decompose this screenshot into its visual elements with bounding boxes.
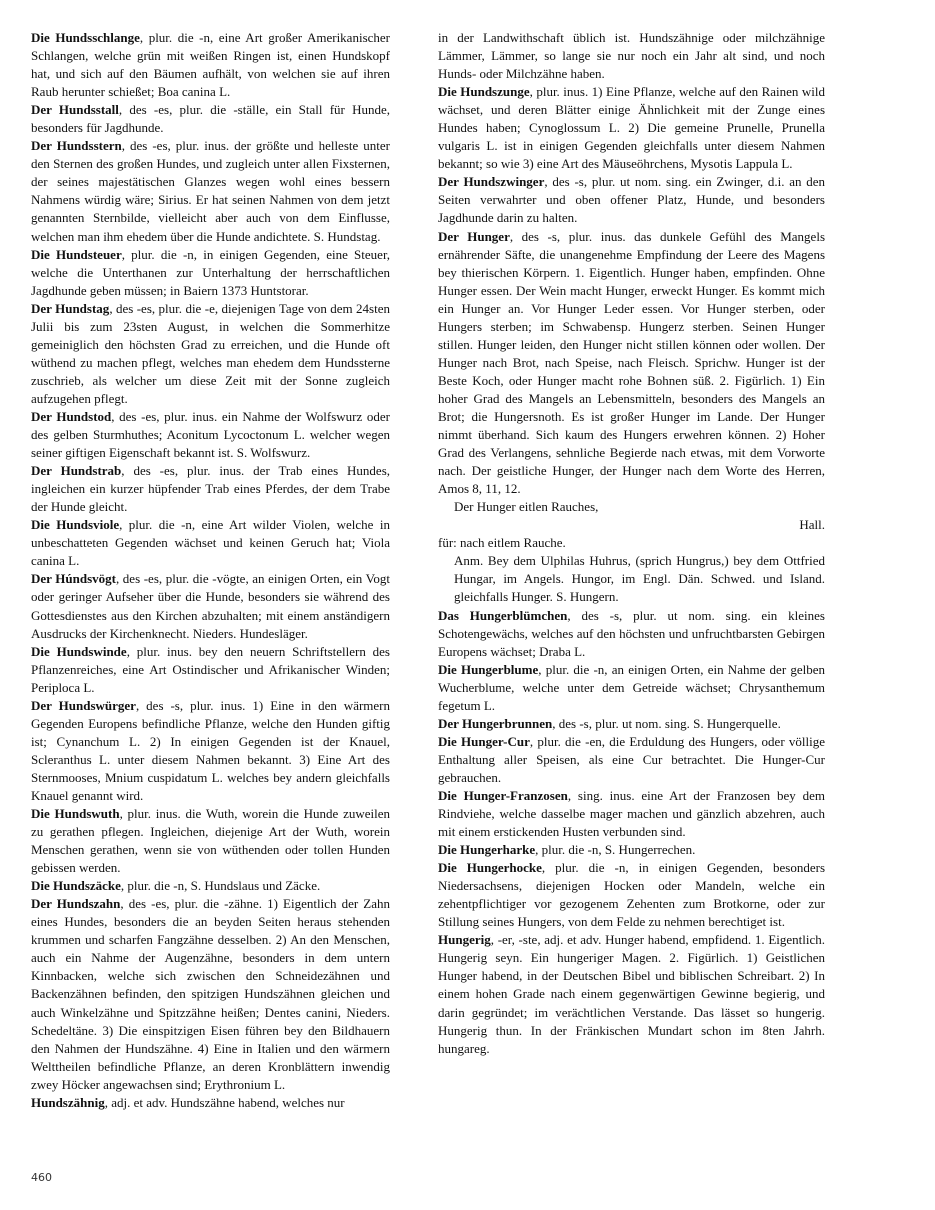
entry-definition: , plur. die -n, eine Art großer Amerikanischer Schlangen, welche grün mit weißen Ringen ist, einen Hundskopf hat, und sich auf den Bäumen aufhält, von welchen sie auf ihren Raub herunter schießet; Boa canina L. — [31, 30, 390, 100]
dictionary-entry — [31, 877, 390, 895]
entry-definition: , plur. die -n, an einigen Orten, ein Nahme der gelben Wucherblume, welche unter dem Getreide wächset; Chrysanthemum fegetum L. — [438, 661, 825, 713]
dictionary-entry — [31, 895, 390, 1094]
entry-definition: , des -es, plur. inus. der größte und helleste unter den Sternen des großen Hundes, und zugleich unter allen Fixsternen, der seines majestätischen Glanzes wegen wohl eines bessern Nahmens würdig wäre; Sirius. Er hat seinen Nahmen von dem jetzt genannten Sternbilde, vielleicht aber auch von dem Einflusse, welchen man ihm ehedem über die Hunde andichtete. S. Hundstag. — [31, 138, 390, 244]
entry-headword: Die Hunger-Cur — [438, 733, 530, 749]
entry-headword: Die Hungerharke — [438, 842, 536, 858]
entry-definition: , des -s, plur. inus. 1) Eine in den wärmern Gegenden Europens befindliche Pflanze, welche den Hunden giftig ist; Cynanchum L. 2) In einigen Gegenden ist der Knauel, Scleranthus L. unter diesem Nahmen bekannt. 3) Eine Art des Sternmooses, Mnium cuspidatum L. welches bey andern gleichfalls Knauel genannt wird. — [31, 697, 391, 803]
entry-definition: , des -es, plur. die -e, diejenigen Tage von dem 24sten Julii bis zum 23sten August, in welchen die Sommerhitze gemeiniglich den höchsten Grad zu erreichen, und die Hunde oft wüthend zu machen pflegt, welches man ehedem dem Hundssterne zuschrieb, als welcher um diese Zeit mit der Sonne zugleich aufzugehen pflegt. — [31, 300, 391, 406]
entry-headword: Die Hundswinde — [31, 643, 127, 659]
entry-headword: Hungerig — [438, 932, 491, 948]
dictionary-entry — [31, 408, 390, 462]
entry-definition: , des -s, plur. inus. das dunkele Gefühl des Mangels ernährender Säfte, die unangenehme Empfindung der Leere des Magens bey thierischen Körpern. 1. Eigentlich. Hunger haben, empfinden. Ohne Hunger essen. Der Wein macht Hunger, erweckt Hunger. Es kommt mich ein Hunger an. Vor Hunger Leder essen. Vor Hunger sterben, oder Hungers sterben; im Schwabensp. Hungerz sterben. Seinen Hunger stillen. Hunger leiden, den Hunger nicht stillen können oder wollen. Der Hunger nach Brot, nach Speise, nach Fleisch. Sprichw. Hunger ist der Beste Koch, oder Hunger macht rohe Bohnen süß. 2. Figürlich. 1) Ein hoher Grad des Mangels an Lebensmitteln, besonders des Mangels an Brot; die Hungersnoth. Es ist großer Hunger im Lande. Der Hunger nimmt überhand. Sich kaum des Hungers erwehren können. 2) Hoher Grad des Verlangens, sehnliche Begierde nach etwas, mit dem Vorworte nach. Der geistliche Hunger, der Hunger nach dem Worte des Herren, Amos 8, 11, 12. — [438, 228, 826, 497]
entry-headword: Der Hundstag — [31, 300, 110, 316]
dictionary-entry — [31, 1094, 390, 1112]
entry-definition: , des -es, plur. die -ställe, ein Stall für Hunde, besonders für Jagdhunde. — [31, 102, 390, 136]
entry-definition: , des -es, plur. die -zähne. 1) Eigentlich der Zahn eines Hundes, besonders die an beyden Seiten heraus stehenden krummen und scharfen Fangzähne desselben. 2) An den Menschen, auch ein Nahme der Augenzähne, besonders in dem untern Kinnbacken, welche sich zwischen den Schneidezähnen und Backenzähnen befinden, den spitzigen Hundszähnen gleichen und auch Winkelzähne und Spitzzähne heißen; Dentes canini, Nieders. Schedeltäne. 3) Die einspitzigen Eisen führen bey den Bildhauern den Nahmen der Hundszähne. 4) Eine in Italien und den wärmern Welttheilen befindliche Pflanze, an deren Kronblättern inwendig zwey Höcker angewachsen sind; Erythronium L. — [31, 896, 390, 1092]
entry-headword: Der Hundstrab — [31, 463, 122, 479]
entry-definition: , plur. die -en, die Erduldung des Hungers, oder völlige Enthaltung aller Speisen, als eine Cur betrachtet. Die Hunger-Cur gebrauchen. — [438, 733, 825, 785]
dictionary-entry — [31, 300, 390, 408]
dictionary-entry — [438, 715, 825, 733]
entry-headword: Der Hundszahn — [31, 896, 121, 912]
dictionary-entry — [31, 462, 390, 516]
dictionary-entry — [438, 931, 825, 1057]
entry-definition: , plur. inus. bey den neuern Schriftstellern des Pflanzenreiches, eine Art Ostindischer und Afrikanischer Winden; Periploca L. — [31, 643, 390, 695]
dictionary-entry — [31, 805, 390, 877]
dictionary-entry — [438, 733, 825, 787]
entry-headword: Die Hungerhocke — [438, 860, 542, 876]
entry-definition: , des -es, plur. inus. der Trab eines Hundes, ingleichen ein kurzer hüpfender Trab eines Pferdes, der dem Trabe der Hunde gleicht. — [31, 463, 390, 515]
dictionary-entry — [438, 29, 825, 83]
dictionary-entry — [31, 697, 390, 805]
left-column — [31, 29, 390, 1112]
dictionary-entry — [438, 859, 825, 931]
dictionary-entry — [31, 29, 390, 101]
page-number: 460 — [31, 1171, 52, 1184]
entry-definition: Der Hunger eitlen Rauches, — [454, 499, 599, 515]
dictionary-entry — [31, 570, 390, 642]
entry-headword: Die Hundswuth — [31, 806, 120, 822]
dictionary-entry — [438, 83, 825, 173]
entry-definition: , plur. die -n, in einigen Gegenden, besonders Niedersachsens, diejenigen Hocken oder Mandeln, welche ein zehentpflichtiger vor gezogenem Zehenten zum Brotkorne, oder zur Stillung seines Hungers, von dem Felde zu nehmen berechtiget ist. — [438, 860, 825, 930]
entry-headword: Die Hungerblume — [438, 661, 539, 677]
dictionary-entry — [438, 841, 825, 859]
entry-headword: Das Hungerblümchen — [438, 607, 568, 623]
entry-headword: Der Hundswürger — [31, 697, 136, 713]
dictionary-entry — [438, 552, 825, 606]
dictionary-entry — [438, 787, 825, 841]
right-column — [438, 29, 825, 1058]
entry-definition: , plur. inus. die Wuth, worein die Hunde zuweilen zu gerathen pflegen. Ingleichen, diejenige Art der Wuth, worein Menschen gerathen, wenn sie von wüthenden oder tollen Hunden gebissen werden. — [31, 806, 390, 876]
dictionary-entry — [31, 101, 390, 137]
dictionary-entry — [31, 643, 390, 697]
entry-headword: Die Hundsschlange — [31, 30, 140, 45]
entry-definition: , des -s, plur. ut nom. sing. S. Hungerquelle. — [552, 715, 781, 731]
dictionary-entry — [31, 246, 390, 300]
entry-definition: , sing. inus. eine Art der Franzosen bey dem Rindviehe, welche dasselbe mager machen und gänzlich abzehren, auch mit einem erstickenden Husten verbunden sind. — [438, 787, 825, 840]
dictionary-entry — [438, 173, 825, 227]
entry-definition: , plur. inus. 1) Eine Pflanze, welche auf den Rainen wild wächset, und deren Blätter einige Ähnlichkeit mit der Zunge eines Hundes haben; Cynoglossum L. 2) Die gemeine Prunelle, Prunella vulgaris L. ist in einigen Gegenden gleichfalls unter diesem Nahmen bekannt; so wie 3) eine Art des Mäuseöhrchens, Mysotis Lappula L. — [438, 84, 825, 172]
dictionary-entry — [31, 137, 390, 245]
dictionary-entry — [438, 516, 825, 534]
entry-headword: Hundszähnig — [31, 1094, 105, 1110]
entry-definition: für: nach eitlem Rauche. — [438, 535, 566, 551]
dictionary-entry — [438, 607, 825, 661]
entry-headword: Der Hundsstall — [31, 102, 119, 118]
entry-definition: , plur. die -n, in einigen Gegenden, eine Steuer, welche die Unterthanen zur Unterhaltung der herrschaftlichen Jagdhunde geben müssen; in Baiern 1373 Huntstorar. — [31, 246, 390, 298]
entry-definition: , adj. et adv. Hundszähne habend, welches nur — [104, 1094, 345, 1110]
entry-headword: Der Hundsstern — [31, 138, 122, 154]
entry-headword: Der Hungerbrunnen — [438, 715, 553, 731]
dictionary-entry — [438, 228, 825, 499]
entry-definition: , des -s, plur. ut nom. sing. ein kleines Schotengewächs, welches auf den höchsten und unfruchtbarsten Gebirgen Europens wächset; Draba L. — [438, 607, 825, 659]
entry-headword: Der Húndsvögt — [31, 571, 116, 587]
entry-definition: , -er, -ste, adj. et adv. Hunger habend, empfidend. 1. Eigentlich. Hungerig seyn. Ein hungeriger Magen. 2. Figürlich. 1) Geistlichen Hunger habend, in der Deutschen Bibel und biblischen Schreibart. 2) In einem hohen Grade nach einem gegenwärtigen Gewinne begierig, und darin gegründet; im verächtlichen Verstande. Das lässet so hungerig. Hungerig thun. In der Fränkischen Mundart schon im 8ten Jahrh. hungareg. — [438, 932, 825, 1056]
entry-headword: Die Hundszäcke — [31, 878, 121, 894]
dictionary-entry — [438, 661, 825, 715]
dictionary-entry — [438, 498, 825, 516]
entry-headword: Der Hunger — [438, 228, 510, 244]
dictionary-entry — [31, 516, 390, 570]
entry-headword: Die Hundszunge — [438, 84, 530, 100]
entry-definition: , plur. die -n, S. Hungerrechen. — [535, 842, 696, 858]
entry-definition: Anm. Bey dem Ulphilas Huhrus, (sprich Hungrus,) bey dem Ottfried Hungar, im Angels. Hungor, im Engl. Dän. Schwed. und Island. gleichfalls Hunger. S. Hungern. — [454, 553, 825, 605]
entry-headword: Die Hunger-Franzosen — [438, 787, 568, 803]
entry-headword: Der Hundszwinger — [438, 174, 545, 190]
entry-definition: , des -s, plur. ut nom. sing. ein Zwinger, d.i. an den Seiten verwahrter und oben offener Platz, Hunde, und besonders Jagdhunde darin zu halten. — [438, 174, 825, 226]
entry-headword: Die Hundsteuer — [31, 246, 122, 262]
dictionary-entry — [438, 534, 825, 552]
entry-definition: , plur. die -n, S. Hundslaus und Zäcke. — [120, 878, 321, 894]
entry-headword: Die Hundsviole — [31, 517, 120, 533]
entry-definition: in der Landwithschaft üblich ist. Hundszähnige oder milchzähnige Lämmer, Lämmer, so lange sie nur noch ein Jahr alt sind, und noch Hunds- oder Milchzähne haben. — [438, 30, 825, 82]
entry-headword: Der Hundstod — [31, 408, 112, 424]
entry-definition: , des -es, plur. inus. ein Nahme der Wolfswurz oder des gelben Sturmhuthes; Aconitum Lycoctonum L. welcher wegen seiner giftigen Eigenschaft bekannt ist. S. Wolfswurz. — [31, 408, 391, 461]
entry-definition: Hall. — [799, 517, 825, 533]
entry-definition: , plur. die -n, eine Art wilder Violen, welche in unbeschatteten Gegenden wächset und keinen Geruch hat; Viola canina L. — [31, 517, 390, 569]
entry-definition: , des -es, plur. die -vögte, an einigen Orten, ein Vogt oder geringer Aufseher über die Hunde, besonders sie während des Gottesdienstes aus den Kirchen abzuhalten; mit einem anständigern Ausdrucks der Kirchenknecht. Nieders. Hundesläger. — [31, 571, 390, 641]
